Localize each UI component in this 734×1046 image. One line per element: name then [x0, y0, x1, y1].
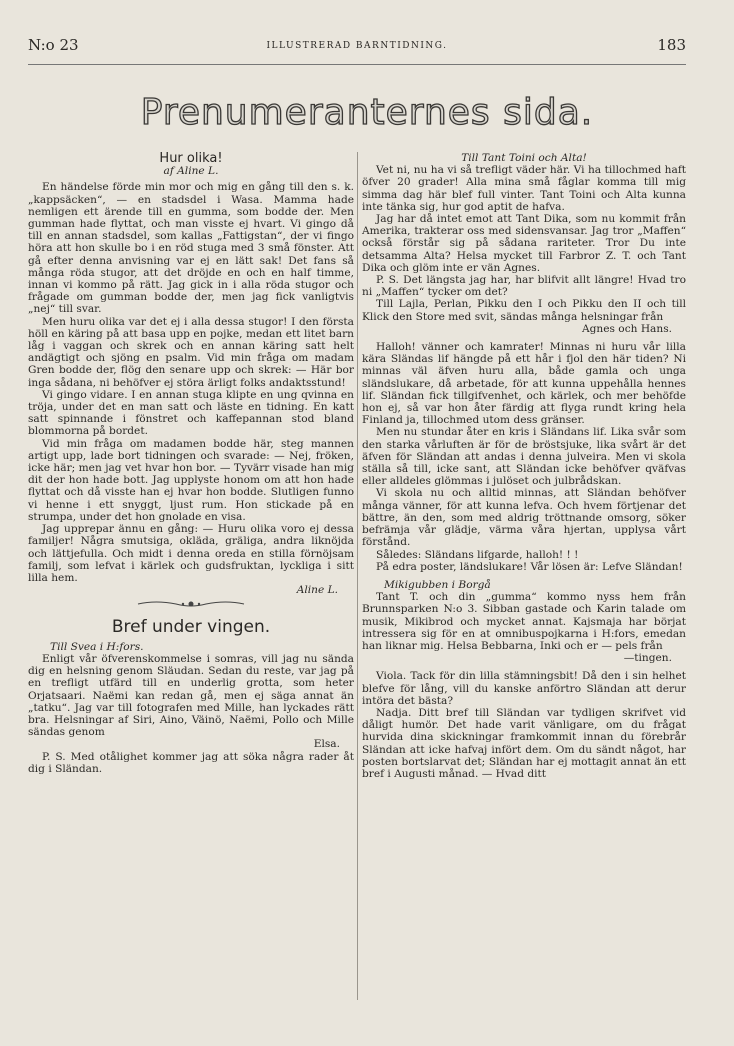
story-paragraph: Jag upprepar ännu en gång: — Huru olika voro ej dessa familjer! Några smutsiga, okläda, gräliga, andra liknöjda och lättjefulla. Och midt i denna oreda en stilla förnöjsam familj, som lefvat i kärlek och gudsfruktan, lyckliga i sitt lilla hem. — [28, 523, 354, 584]
story-paragraph: En händelse förde min mor och mig en gång till den s. k. „kappsäcken“, — en stadsdel i Wasa. Mamma hade nemligen ett ärende till en gumma, som bodde der. Men gumman hade flyttat, och man visste ej hvart. Vi gingo då till en annan stadsdel, som kallas „Fattigstan“, der vi fingo höra att hon skulle bo i en röd stuga med 3 små fönster. Att gå efter denna anvisning var ej en lätt sak! Det fans så många röda stugor, att det dröjde en och en half timme, innan vi kommo på rätt. Jag gick in i alla röda stugor och frågade om gumman bodde der, men jag fick vanligtvis „nej“ till svar. — [28, 181, 354, 316]
appeal-paragraph: Men nu stundar åter en kris i Sländans lif. Lika svår som den starka vårluften är för de bröstsjuke, lika svårt är det äfven för Sländan att andas i denna julveira. Men vi skola ställa så till, icke sant, att Sländan icke behöfver qväfvas eller alldeles glömmas i julöset och julbrådskan. — [362, 426, 686, 488]
letter-paragraph: P. S. Det längsta jag har, har blifvit allt längre! Hvad tro ni „Maffen“ tycker om det? — [362, 274, 686, 299]
reply-paragraph: Viola. Tack för din lilla stämningsbit! Då den i sin helhet blefve för lång, vill du kanske anförtro Sländan att derur intöra det bästa? — [362, 670, 686, 707]
page-title: Prenumeranternes sida. — [140, 92, 594, 133]
running-title: ILLUSTRERAD BARNTIDNING. — [266, 41, 448, 51]
letter-signature: —tingen. — [623, 652, 672, 665]
story-signature: Aline L. — [296, 584, 338, 597]
letter-recipient: Till Tant Toini och Alta! — [461, 152, 587, 164]
page-number: 183 — [657, 36, 686, 54]
section-title: Bref under vingen. — [111, 616, 271, 637]
story-paragraph: Vid min fråga om madamen bodde här, steg mannen artigt upp, lade bort tidningen och svarade: — Nej, fröken, icke här; men jag vet hvar hon bor. — Tyvärr visade han mig dit der hon hade bott. Jag upplyste honom om att hon hade flyttat och då visste han ej hvar hon bodde. Slutligen funno vi henne i ett snyggt, ljust rum. Hon stickade på en strumpa, under det hon gnolade en visa. — [28, 437, 354, 523]
ornament-icon — [136, 599, 246, 609]
header-rule — [28, 64, 686, 65]
letter-signature: Elsa. — [313, 738, 340, 751]
appeal-paragraph: Vi skola nu och alltid minnas, att Sländan behöfver många vänner, för att kunna lefva. Och hvem förtjenar det bättre, än den, som med aldrig tröttnande omsorg, söker befrämja vår glädje, värma våra hjertan, upplysa vårt förstånd. — [362, 487, 686, 549]
reply-paragraph: Nadja. Ditt bref till Sländan var tydligen skrifvet vid dåligt humör. Det hade varit vänligare, om du frågat hurvida dina skickningar framkommit innan du förebrår Sländan att icke hafvaj infört dem. Om du sändt något, har posten bortslarvat det; Sländan har ej mottagit annat än ett bref i Augusti månad. — Hvad ditt — [362, 706, 686, 780]
letter-paragraph: Till Lajla, Perlan, Pikku den I och Pikku den II och till Klick den Store med svit, sändas många helsningar från — [362, 298, 686, 323]
letter-signature: Agnes och Hans. — [581, 322, 672, 335]
letter-body: Enligt vår öfverenskommelse i somras, vill jag nu sända dig en helsning genom Släudan. Sedan du reste, var jag på en trefligt utfärd till en underlig grotta, som heter Orjatsaari. Naëmi kan redan gå, men ej säga annat än „tatku“. Jag var till fotografen med Mille, han lyckades rätt bra. Helsningar af Siri, Aino, Väinö, Naëmi, Pollo och Mille sändas genom — [28, 652, 354, 739]
issue-number: N:o 23 — [28, 36, 79, 54]
story-paragraph: Men huru olika var det ej i alla dessa stugor! I den första höll en käring på att basa upp en pojke, medan ett litet barn låg i vaggan och skrek och en annan käring satt helt andägtigt och sjöng en psalm. Vid min fråga om madam Gren bodde der, flög den senare upp och skrek: — Här bor inga sådana, ni behöfver ej störa ärligt folks andaktsstund! — [28, 315, 354, 389]
letter-recipient: Mikigubben i Borgå — [384, 578, 491, 591]
letter-paragraph: Jag har då intet emot att Tant Dika, som nu kommit från Amerika, trakterar oss med sidensvansar. Jag tror „Maffen“ också förstår sig på sådana rariteter. Tror Du inte detsamma Alta? Helsa mycket till Farbror Z. T. och Tant Dika och glöm inte er vän Agnes. — [362, 213, 686, 274]
left-column — [28, 152, 354, 775]
appeal-paragraph: Halloh! vänner och kamrater! Minnas ni huru vår lilla kära Sländas lif hängde på ett hår i fjol den här tiden? Ni minnas väl äfven huru alla, både gamla och unga sländslukare, då arbetade, för att kunna uppehålla hennes lif. Sländan fick tillgifvenhet, och kärlek, och mer behöfde hon ej, så var hon åter färdig att flyga rundt kring hela Finland ja, tillochmed utom dess gränser. — [362, 341, 686, 427]
right-column — [362, 152, 686, 780]
letter-paragraph: Vet ni, nu ha vi så trefligt väder här. Vi ha tillochmed haft öfver 20 grader! Alla mina små fåglar komma till mig simma dag här blef full vinter. Tant Toini och Alta kunna inte tänka sig, hur god aptit de hafva. — [362, 164, 686, 213]
story-paragraph: Vi gingo vidare. I en annan stuga klipte en ung qvinna en tröja, under det en man satt och läste en tidning. En katt satt spinnande i fönstret och kaffepannan stod bland blommorna på bordet. — [28, 388, 354, 438]
ornament-divider — [28, 599, 354, 612]
letter-postscript: P. S. Med otålighet kommer jag att söka några rader åt dig i Sländan. — [28, 750, 354, 775]
story-title: Hur olika! — [159, 151, 223, 166]
page-header — [28, 36, 686, 58]
appeal-paragraph: Således: Sländans lifgarde, halloh! ! ! — [376, 548, 579, 561]
story-author: af Aline L. — [163, 165, 219, 178]
column-divider — [357, 152, 358, 1000]
letter-recipient: Till Svea i H:fors. — [50, 640, 144, 653]
letter-body: Tant T. och din „gumma“ kommo nyss hem från Brunnsparken N:o 3. Sibban gastade och Karin talade om musik, Mikibrod och mycket annat. Kajsmaja har börjat intressera sig för en at omnibuspojkarna i H:fors, emedan han liknar mig. Helsa Bebbarna, Inki och er — pels från — [362, 591, 686, 652]
appeal-paragraph: På edra poster, ländslukare! Vår lösen är: Lefve Sländan! — [376, 560, 683, 573]
